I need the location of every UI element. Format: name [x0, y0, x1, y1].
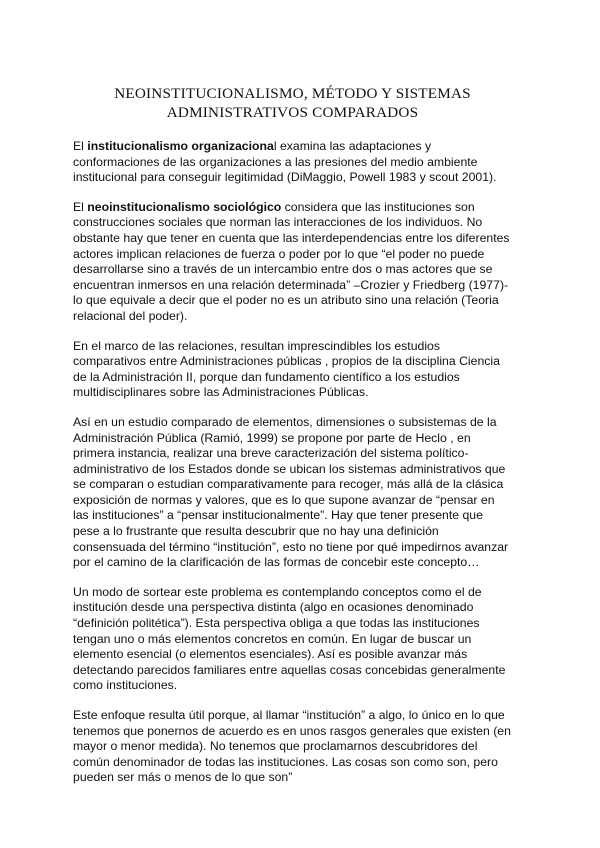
paragraph-relaciones: En el marco de las relaciones, resultan imprescindibles los estudios comparativos entre Administraciones públicas , propios de la disciplina Ciencia de la Administración II, porque dan fundamento científico a los estudios multidisciplinares sobre las Administraciones Públicas.	[73, 338, 500, 400]
p2-rest: considera que las instituciones son construcciones sociales que norman las interacciones de los individuos. No obstante hay que tener en cuenta que las interdependencias entre los diferentes actores implican relaciones de fuerza o poder por lo que “el poder no puede desarrollarse sino a través de un intercambio entre dos o mas actores que se encuentran inmersos en una relación determinada” –Crozier y Friedberg (1977)- lo que equivale a decir que el poder no es un atributo sino una relación (Teoria relacional del poder).	[73, 199, 510, 323]
title-line-1: NEOINSTITUCIONALISMO, MÉTODO Y SISTEMAS	[114, 85, 471, 102]
paragraph-institucionalismo	[73, 139, 512, 186]
paragraph-enfoque: Este enfoque resulta útil porque, al llamar “institución” a algo, lo único en lo que tenemos que ponernos de acuerdo es en unos rasgos generales que existen (en mayor o menor medida). No tenemos que proclamarnos descubridores del común denominador de todas las instituciones. Las cosas son como son, pero pueden ser más o menos de lo que son”	[73, 708, 511, 785]
p1-rest: l examina las adaptaciones y conformaciones de las organizaciones a las presiones del medio ambiente institucional para conseguir legitimidad (DiMaggio, Powell 1983 y scout 2001).	[73, 139, 497, 185]
paragraph-neoinstitucionalismo	[73, 200, 512, 325]
paragraph-estudio-comparado: Así en un estudio comparado de elementos, dimensiones o subsistemas de la Administración Pública (Ramió, 1999) se propone por parte de Heclo , en primera instancia, realizar una breve caracterización del sistema político-administrativo de los Estados donde se ubican los sistemas administrativos que se comparan o estudian comparativamente para recoger, más allá de la clásica exposición de normas y valores, que es lo que supone avanzar de “pensar en las instituciones” a “pensar institucionalmente”. Hay que tener presente que pese a lo frustrante que resulta descubrir que no hay una definición consensuada del término “institución”, esto no tiene por qué impedirnos avanzar por el camino de la clarificación de las formas de concebir este concepto…	[73, 414, 509, 570]
p1-pre: El	[73, 139, 88, 153]
paragraph-modo-sortear: Un modo de sortear este problema es contemplando conceptos como el de institución desde una perspectiva distinta (algo en ocasiones denominado “definición politética”). Esta perspectiva obliga a que todas las instituciones tengan uno o más elementos concretos en común. En lugar de buscar un elemento esencial (o elementos esenciales). Así es posible avanzar más detectando parecidos familiares entre aquellas cosas concebidas generalmente como instituciones.	[73, 584, 506, 693]
title-line-2: ADMINISTRATIVOS COMPARADOS	[166, 104, 419, 121]
p2-bold-term: neoinstitucionalismo sociológico	[87, 199, 282, 214]
p2-pre: El	[73, 199, 88, 214]
page-title	[73, 84, 512, 122]
p1-bold-term: institucionalismo organizaciona	[87, 139, 274, 153]
